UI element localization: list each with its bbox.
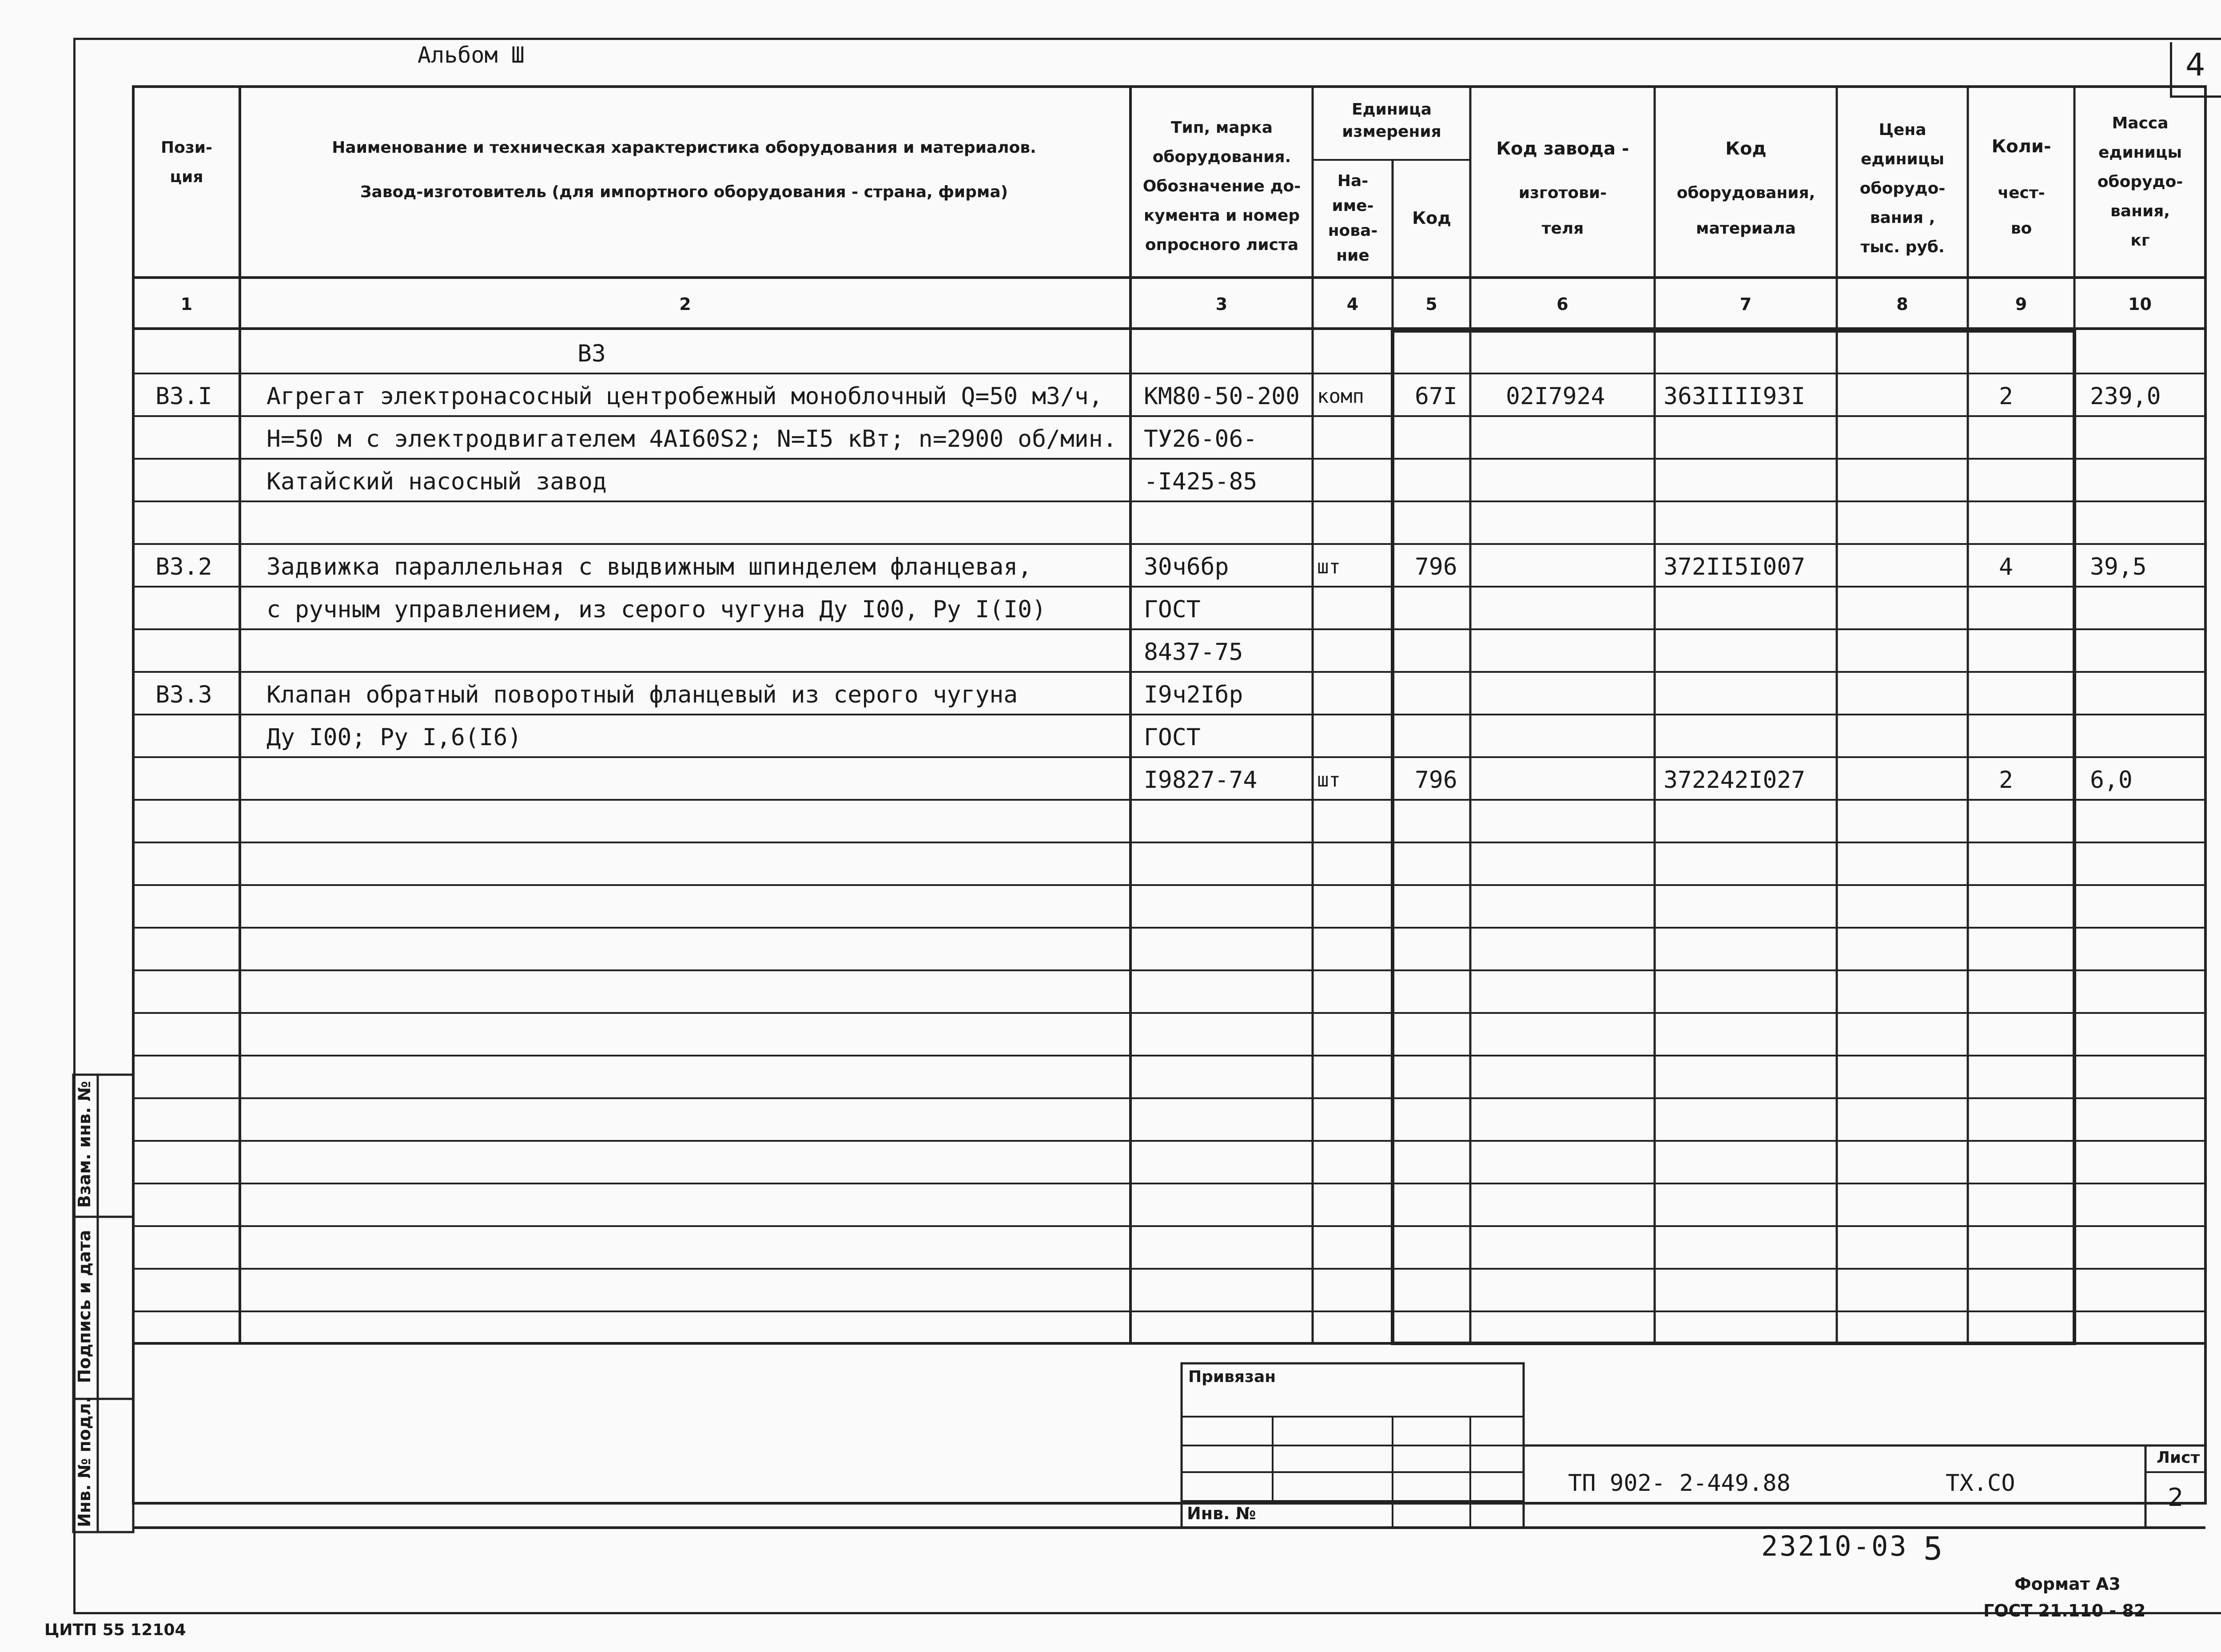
cell-code: 67I: [1415, 383, 1457, 410]
header-equip-code: Код оборудования, материала: [1676, 139, 1815, 238]
col-num-1: 1: [180, 294, 193, 314]
col-num-5: 5: [1425, 294, 1437, 314]
cell-name: Клапан обратный поворотный фланцевый из серого чугуна: [267, 681, 1018, 708]
col-num-3: 3: [1215, 294, 1228, 314]
cell-mass: 239,0: [2090, 383, 2161, 410]
cell-type: ГОСТ: [1144, 596, 1201, 623]
cell-type: 30ч6бр: [1144, 553, 1229, 580]
cell-name: Катайский насосный завод: [267, 468, 607, 495]
cell-type: ГОСТ: [1144, 724, 1201, 751]
header-unit-name: На- име- нова- ние: [1328, 172, 1378, 265]
header-type: Тип, марка оборудования. Обозначение до- кумента и номер опросного листа: [1142, 119, 1301, 254]
format-label: Формат А3: [2014, 1574, 2121, 1594]
archive-sheet: 5: [1923, 1530, 1943, 1567]
printer-label: ЦИТП 55 12104: [44, 1621, 186, 1639]
col-num-6: 6: [1556, 294, 1568, 314]
side-label-inv: Инв. № подл.: [75, 1396, 94, 1528]
cell-type: I9827-74: [1144, 766, 1258, 794]
header-name: Наименование и техническая характеристика оборудования и материалов. Завод-изготовитель (для импортного оборудования - страна, фирма): [332, 139, 1036, 201]
col-num-8: 8: [1896, 294, 1908, 314]
corner-number: 4: [2185, 47, 2205, 83]
cell-name: Н=50 м с электродвигателем 4АI60S2; N=I5 кВт; n=2900 об/мин.: [267, 425, 1117, 453]
cell-unit: комп: [1317, 385, 1364, 408]
cell-name: Ду I00; Ру I,6(I6): [267, 724, 522, 751]
album-title: Альбом Ш: [418, 42, 525, 68]
col-num-2: 2: [679, 294, 691, 314]
cell-factory: 02I7924: [1506, 383, 1605, 410]
cell-pos: В3.I: [155, 383, 212, 410]
cell-pos: В3.3: [155, 681, 212, 708]
gost-label: ГОСТ 21.110 - 82: [1983, 1601, 2146, 1620]
header-price: Цена единицы оборудо- вания , тыс. руб.: [1859, 121, 1946, 256]
col-num-4: 4: [1346, 294, 1359, 314]
cell-mass: 6,0: [2090, 766, 2133, 794]
col-num-10: 10: [2128, 294, 2152, 314]
sheet-number: 2: [2168, 1483, 2184, 1512]
cell-equip: 363IIII93I: [1664, 383, 1806, 410]
header-pos: Пози- ция: [161, 139, 212, 186]
cell-equip: 372242I027: [1664, 766, 1806, 794]
stamp-privyazan: Привязан: [1188, 1368, 1276, 1386]
col-num-9: 9: [2015, 294, 2027, 314]
cell-unit: шт: [1317, 769, 1341, 791]
header-unit-code: Код: [1412, 208, 1451, 228]
cell-type: 8437-75: [1144, 639, 1243, 666]
cell-name: Агрегат электронасосный центробежный моноблочный Q=50 м3/ч,: [267, 383, 1103, 410]
archive-number: 23210-03: [1761, 1530, 1908, 1562]
header-qty: Коли- чест- во: [1991, 136, 2051, 238]
cell-mass: 39,5: [2090, 553, 2147, 580]
cell-name: с ручным управлением, из серого чугуна Ду I00, Ру I(I0): [267, 596, 1046, 623]
cell-type: ТУ26-06-: [1144, 425, 1258, 453]
cell-type: КМ80-50-200: [1144, 383, 1300, 410]
cell-name: В3: [577, 340, 606, 367]
doc-code: ТП 902- 2-449.88: [1568, 1470, 1791, 1497]
cell-qty: 4: [1999, 553, 2013, 580]
cell-type: I9ч2Iбр: [1144, 681, 1243, 708]
cell-qty: 2: [1999, 383, 2013, 410]
sheet-label: Лист: [2157, 1449, 2200, 1467]
cell-type: -I425-85: [1144, 468, 1258, 495]
col-num-7: 7: [1739, 294, 1752, 314]
cell-qty: 2: [1999, 766, 2013, 794]
cell-code: 796: [1415, 766, 1457, 794]
cell-pos: В3.2: [155, 553, 212, 580]
cell-unit: шт: [1317, 556, 1341, 578]
side-label-vzam: Взам. инв. №: [75, 1081, 94, 1208]
cell-code: 796: [1415, 553, 1457, 580]
header-factory: Код завода - изготови- теля: [1496, 139, 1629, 238]
header-mass: Масса единицы оборудо- вания, кг: [2097, 114, 2183, 250]
side-label-podpis: Подпись и дата: [75, 1230, 94, 1383]
stamp-inv-no: Инв. №: [1187, 1504, 1256, 1523]
cell-name: Задвижка параллельная с выдвижным шпинделем фланцевая,: [267, 553, 1032, 580]
header-unit: Единица измерения: [1342, 100, 1441, 141]
cell-equip: 372II5I007: [1664, 553, 1806, 580]
doc-section: ТХ.СО: [1946, 1470, 2015, 1497]
